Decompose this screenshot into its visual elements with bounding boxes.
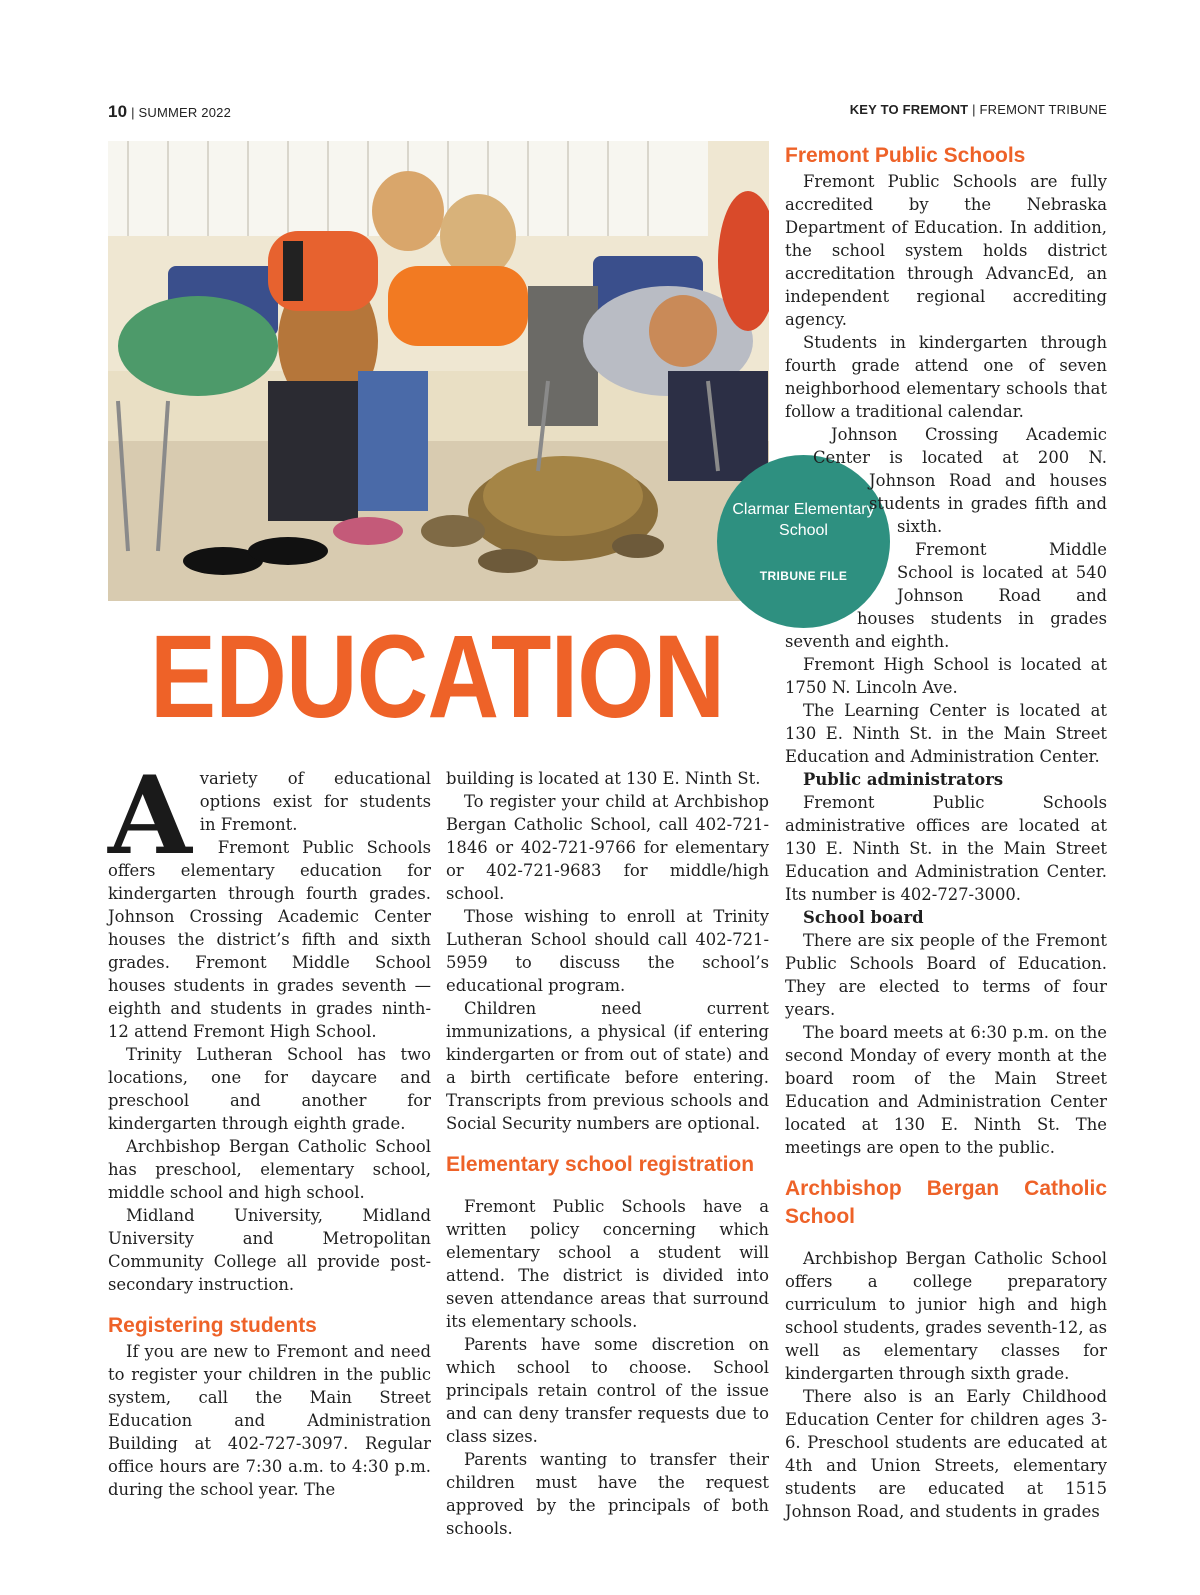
subhead-fremont-public-schools: Fremont Public Schools — [785, 144, 1026, 167]
drop-cap: A — [108, 753, 192, 879]
paragraph: Children need current immunizations, a physical (if entering kindergarten or from out of state) and a birth certificate before entering. Transcripts from previous schools and Social Security numbers are optional. — [446, 999, 769, 1133]
paragraph: Johnson Crossing Academic Center is located at 200 N. Johnson Road and houses students in grades fifth and sixth. — [813, 425, 1107, 536]
article-column-2 — [446, 767, 769, 1540]
paragraph: Those wishing to enroll at Trinity Lutheran School should call 402-721-5959 to discuss the school’s educational program. — [446, 907, 769, 995]
paragraph: Fremont Public Schools are fully accredited by the Nebraska Department of Education. In addition, the school system holds district accreditation through AdvancEd, an independent regional accrediting agency. — [785, 172, 1107, 329]
page-headline: EDUCATION — [150, 611, 725, 743]
page-number: 10 — [108, 102, 128, 121]
paragraph: Fremont High School is located at 1750 N. Lincoln Ave. — [785, 655, 1107, 697]
paragraph: The Learning Center is located at 130 E. Ninth St. in the Main Street Education and Administration Center. — [785, 701, 1107, 766]
paragraph: If you are new to Fremont and need to register your children in the public system, call the Main Street Education and Administration Building at 402-727-3097. Regular office hours are 7:30 a.m. to 4:30 p.m. during the school year. The — [108, 1342, 431, 1499]
paragraph: Midland University, Midland University and Metropolitan Community College all provide post-secondary instruction. — [108, 1206, 431, 1294]
paragraph: Archbishop Bergan Catholic School offers a college preparatory curriculum to junior high and high school students, grades seventh-12, as well as elementary classes for kindergarten through sixth grade. — [785, 1249, 1107, 1383]
paragraph: Students in kindergarten through fourth grade attend one of seven neighborhood elementary schools that follow a traditional calendar. — [785, 333, 1107, 421]
issue-label: SUMMER 2022 — [138, 105, 232, 120]
paragraph: There are six people of the Fremont Public Schools Board of Education. They are elected to terms of four years. — [785, 931, 1107, 1019]
subhead-public-administrators: Public administrators — [803, 770, 1004, 789]
page-folio: 10 | SUMMER 2022 — [108, 102, 232, 121]
paragraph: Fremont Public Schools administrative offices are located at 130 E. Ninth St. in the Main Street Education and Administration Center. Its number is 402-727-3000. — [785, 793, 1107, 904]
article-column-3 — [785, 142, 1107, 1523]
subhead-registering-students: Registering students — [108, 1314, 317, 1337]
publication-label: KEY TO FREMONT | FREMONT TRIBUNE — [849, 102, 1107, 117]
section-name: KEY TO FREMONT — [849, 102, 969, 117]
paragraph: There also is an Early Childhood Education Center for children ages 3-6. Preschool students are educated at 4th and Union Streets, elementary students are educated at 1515 Johnson Road, and students in grades — [785, 1387, 1107, 1521]
paragraph: variety of educational options exist for students in Fremont. — [199, 769, 431, 834]
subhead-archbishop-bergan: Archbishop Bergan Catholic School — [785, 1177, 1107, 1228]
publication-name: FREMONT TRIBUNE — [979, 102, 1107, 117]
paragraph: Fremont Public Schools offers elementary education for kindergarten through fourth grades. Johnson Crossing Academic Center houses the district’s fifth and sixth grades. Fremont Middle School houses students in grades seventh — eighth and students in grades ninth-12 attend Fremont High School. — [108, 838, 431, 1041]
article-column-1 — [108, 753, 431, 1501]
paragraph: Fremont Middle School is located at 540 Johnson Road and houses students in grades seventh and eighth. — [785, 540, 1107, 651]
paragraph: Parents wanting to transfer their children must have the request approved by the principals of both schools. — [446, 1450, 769, 1538]
lead-photo — [108, 141, 769, 601]
paragraph: To register your child at Archbishop Bergan Catholic School, call 402-721-1846 or 402-721-9766 for elementary or 402-721-9683 for middle/high school. — [446, 792, 769, 903]
paragraph: Archbishop Bergan Catholic School has preschool, elementary school, middle school and high school. — [108, 1137, 431, 1202]
paragraph: Parents have some discretion on which school to choose. School principals retain control of the issue and can deny transfer requests due to class sizes. — [446, 1335, 769, 1446]
children-tortoise-illustration — [108, 141, 769, 601]
subhead-elementary-registration: Elementary school registration — [446, 1153, 755, 1176]
paragraph: building is located at 130 E. Ninth St. — [446, 769, 761, 788]
paragraph: The board meets at 6:30 p.m. on the second Monday of every month at the board room of the Main Street Education and Administration Center located at 130 E. Ninth St. The meetings are open to the public. — [785, 1023, 1107, 1157]
photo-credit: TRIBUNE FILE — [759, 569, 848, 583]
paragraph: Fremont Public Schools have a written policy concerning which elementary school a student will attend. The district is divided into seven attendance areas that surround its elementary schools. — [446, 1197, 769, 1331]
paragraph: Trinity Lutheran School has two locations, one for daycare and preschool and another for kindergarten through eighth grade. — [108, 1045, 431, 1133]
photo-caption: Clarmar Elementary School — [732, 501, 875, 539]
subhead-school-board: School board — [803, 908, 924, 927]
